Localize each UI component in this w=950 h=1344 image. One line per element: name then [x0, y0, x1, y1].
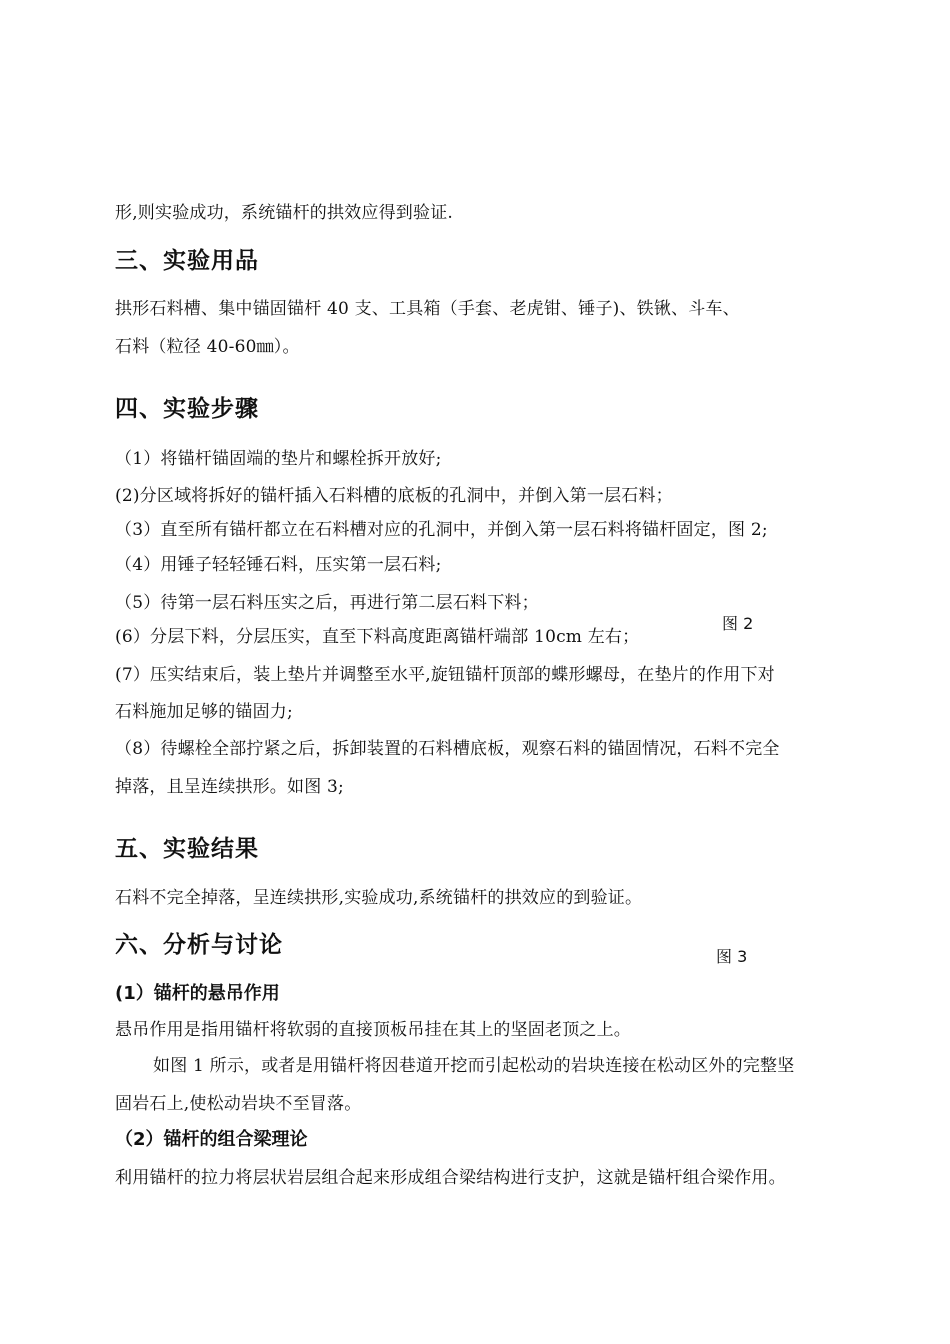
section-4-heading: 四、实验步骤 [115, 396, 259, 422]
subsection-1-heading: (1）锚杆的悬吊作用 [115, 983, 280, 1004]
step-1: （1）将锚杆锚固端的垫片和螺栓拆开放好; [115, 449, 442, 469]
step-8-line-2: 掉落，且呈连续拱形。如图 3; [115, 777, 344, 797]
materials-line-2: 石料（粒径 40-60㎜）。 [115, 337, 300, 357]
step-7-line-1: (7）压实结束后，装上垫片并调整至水平,旋钮锚杆顶部的蝶形螺母，在垫片的作用下对 [115, 665, 775, 685]
step-8-line-1: （8）待螺栓全部拧紧之后，拆卸装置的石料槽底板，观察石料的锚固情况，石料不完全 [115, 739, 780, 759]
intro-tail-text: 形,则实验成功，系统锚杆的拱效应得到验证. [115, 203, 454, 223]
suspension-line-3: 固岩石上,使松动岩块不至冒落。 [115, 1094, 362, 1114]
step-5: （5）待第一层石料压实之后，再进行第二层石料下料； [115, 593, 539, 613]
section-6-heading: 六、分析与讨论 [115, 932, 283, 958]
step-2: (2)分区域将拆好的锚杆插入石料槽的底板的孔洞中，并倒入第一层石料； [115, 486, 673, 506]
step-6: (6）分层下料，分层压实，直至下料高度距离锚杆端部 10cm 左右； [115, 627, 640, 647]
subsection-2-heading: （2）锚杆的组合梁理论 [115, 1129, 308, 1150]
composite-beam-line-1: 利用锚杆的拉力将层状岩层组合起来形成组合梁结构进行支护，这就是锚杆组合梁作用。 [115, 1168, 786, 1188]
materials-line-1: 拱形石料槽、集中锚固锚杆 40 支、工具箱（手套、老虎钳、锤子)、铁锹、斗车、 [115, 299, 740, 319]
step-7-line-2: 石料施加足够的锚固力; [115, 702, 293, 722]
figure-2-label: 图 2 [722, 614, 754, 633]
section-3-heading: 三、实验用品 [115, 248, 259, 274]
suspension-line-2: 如图 1 所示，或者是用锚杆将因巷道开挖而引起松动的岩块连接在松动区外的完整坚 [153, 1056, 795, 1076]
step-4: （4）用锤子轻轻锤石料，压实第一层石料; [115, 555, 442, 575]
section-5-heading: 五、实验结果 [115, 836, 259, 862]
suspension-line-1: 悬吊作用是指用锚杆将软弱的直接顶板吊挂在其上的坚固老顶之上。 [115, 1020, 631, 1040]
result-text: 石料不完全掉落，呈连续拱形,实验成功,系统锚杆的拱效应的到验证。 [115, 888, 643, 908]
step-3: （3）直至所有锚杆都立在石料槽对应的孔洞中，并倒入第一层石料将锚杆固定，图 2; [115, 520, 768, 540]
figure-3-label: 图 3 [716, 947, 748, 966]
